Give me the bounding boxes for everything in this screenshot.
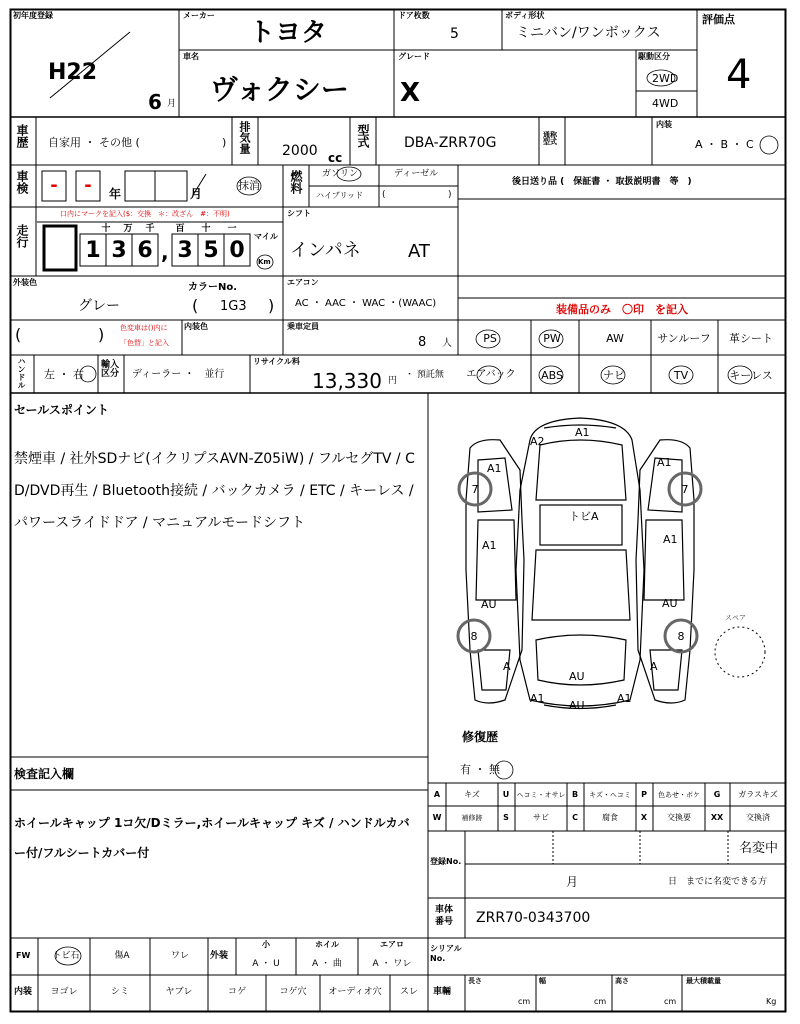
equip-aw: AW xyxy=(606,332,624,345)
interior-audio-ana: オーディオ穴 xyxy=(328,987,382,997)
body-type-label: ボディ形状 xyxy=(505,11,545,20)
displacement-unit: cc xyxy=(328,151,343,165)
legend-code-c: C xyxy=(572,813,578,822)
legend-desc-c: 腐食 xyxy=(602,813,618,822)
legend-desc-w: 補修跡 xyxy=(461,814,483,822)
color-change-note-1: 色変車は()内に xyxy=(120,324,168,332)
wheel-value: A ・ 曲 xyxy=(312,959,342,969)
inspection-expired: 抹消 xyxy=(238,179,260,192)
legend-code-w: W xyxy=(432,813,442,822)
spare-label: スペア xyxy=(725,614,746,622)
tire-front-left: 7 xyxy=(471,483,479,496)
legend-code-x: X xyxy=(640,813,648,822)
interior-koge: コゲ xyxy=(227,987,247,997)
exterior-color-label: 外装色 xyxy=(13,278,37,287)
legend-code-xx: XX xyxy=(710,813,724,822)
wheel-label: ホイル xyxy=(315,940,339,949)
grade-value: X xyxy=(400,78,421,108)
fuel-paren-close: ) xyxy=(448,190,452,200)
displacement-value: 2000 xyxy=(282,143,318,159)
equip-leather: 革シート xyxy=(729,332,773,345)
recycle-deposit: ・ 預託無 xyxy=(405,370,444,380)
small-value: A ・ U xyxy=(252,959,280,969)
model-type-label: 型式 xyxy=(356,124,370,148)
inspection-label: 車検 xyxy=(15,170,29,194)
equip-tv: TV xyxy=(673,369,689,382)
fw-label: FW xyxy=(16,951,31,960)
mark-rear-right-bumper: A1 xyxy=(617,692,632,705)
interior-yabure: ヤブレ xyxy=(165,987,193,997)
drive-label: 駆動区分 xyxy=(638,52,670,61)
legend-desc-u: ヘコミ・オサレ xyxy=(516,791,566,799)
mileage-km: Km xyxy=(258,258,271,266)
mileage-digit-4: 3 xyxy=(177,238,193,263)
fuel-paren-open: ( xyxy=(382,190,386,200)
score-label: 評価点 xyxy=(702,13,735,26)
dimensions-label: 車輛 xyxy=(433,987,452,997)
later-items-label: 後日送り品 ( 保証書 ・ 取扱説明書 等 ) xyxy=(512,177,692,187)
capacity-value: 8 xyxy=(418,335,427,350)
handle-value: 左 ・ 右 xyxy=(44,368,84,381)
mark-front-a2: A2 xyxy=(530,435,545,448)
import-dealer: ディーラー ・ 並行 xyxy=(132,369,225,380)
exterior-label: 外装 xyxy=(210,951,229,961)
common-type-label: 通称型式 xyxy=(543,131,557,146)
dim-length-unit: cm xyxy=(518,997,531,1006)
recycle-unit: 円 xyxy=(388,376,398,386)
drive-option-2wd: 2WD xyxy=(652,72,679,85)
small-label: 小 xyxy=(262,940,270,949)
recycle-value: 13,330 xyxy=(312,369,382,393)
mark-left-door: A1 xyxy=(482,539,497,552)
legend-desc-x: 交換要 xyxy=(667,813,691,822)
mileage-unit-ichi: 一 xyxy=(227,224,237,234)
capacity-label: 乗車定員 xyxy=(287,322,319,331)
aircon-value: AC ・ AAC ・ WAC ・(WAAC) xyxy=(295,298,437,309)
shift-value: インパネ xyxy=(290,240,361,261)
interior-yogore: ヨゴレ xyxy=(50,987,78,997)
interior-koge-ana: コゲ穴 xyxy=(279,987,307,997)
mark-right-slide: AU xyxy=(662,597,678,610)
equip-airbag: エアバック xyxy=(466,369,516,380)
fuel-label: 燃料 xyxy=(289,170,303,194)
doors-value: 5 xyxy=(450,26,459,42)
tire-rear-right: 8 xyxy=(677,630,685,643)
mark-roof-tobi: トビA xyxy=(569,510,599,523)
inspector-notes-label: 検査記入欄 xyxy=(14,767,75,781)
mark-left-front-fender: A1 xyxy=(487,462,502,475)
score-value: 4 xyxy=(726,52,752,98)
inspection-month-unit: 月 xyxy=(190,187,203,201)
drive-option-4wd: 4WD xyxy=(652,97,679,110)
tire-rear-left: 8 xyxy=(470,630,478,643)
capacity-unit: 人 xyxy=(442,338,452,349)
model-name-value: ヴォクシー xyxy=(210,73,349,106)
interior-sure: スレ xyxy=(399,987,419,997)
aero-value: A ・ ワレ xyxy=(372,959,412,969)
interior-grade-label: 内装 xyxy=(656,120,672,129)
chassis-label: 車体番号 xyxy=(435,905,454,927)
equip-pw: PW xyxy=(543,332,561,345)
model-type-value: DBA-ZRR70G xyxy=(404,135,497,151)
history-label: 車歴 xyxy=(15,124,29,148)
serial-label: シリアルNo. xyxy=(430,944,462,964)
chassis-value: ZRR70-0343700 xyxy=(476,910,591,926)
mark-rear-gate: AU xyxy=(569,670,585,683)
mark-left-rear: A xyxy=(503,660,511,673)
mark-rear-left-bumper: A1 xyxy=(530,692,545,705)
registration-year: H22 xyxy=(48,60,98,85)
bottom-kizu-a: 傷A xyxy=(114,951,130,961)
mileage-mile: マイル xyxy=(254,232,278,241)
name-change-day-note: 日 までに名変できる方 xyxy=(668,877,768,887)
equip-abs: ABS xyxy=(541,369,563,382)
mark-right-front-fender: A1 xyxy=(657,456,672,469)
inspection-dash-2: - xyxy=(84,175,92,196)
shift-label: シフト xyxy=(287,209,311,218)
mileage-label: 走行 xyxy=(15,224,29,248)
mileage-unit-man: 万 xyxy=(123,224,133,234)
import-label: 輸入区分 xyxy=(101,360,120,379)
dim-width-label: 幅 xyxy=(539,977,546,985)
mileage-unit-hyaku: 百 xyxy=(175,224,185,234)
legend-desc-p: 色あせ・ボケ xyxy=(658,791,700,799)
equip-sunroof: サンルーフ xyxy=(657,332,711,345)
model-name-label: 車名 xyxy=(183,52,199,61)
color-no-paren-close: ) xyxy=(268,296,275,315)
body-type-value: ミニバン/ワンボックス xyxy=(516,25,661,41)
legend-desc-s: サビ xyxy=(533,813,549,822)
displacement-label: 排気量 xyxy=(238,121,251,154)
legend-code-p: P xyxy=(641,790,647,799)
inspection-year-unit: 年 xyxy=(109,187,122,201)
mark-front-bumper-a1: A1 xyxy=(575,426,590,439)
legend-code-a: A xyxy=(433,790,441,799)
mark-rear-bumper: AU xyxy=(569,699,585,712)
mileage-comma: , xyxy=(161,240,169,264)
repair-label: 修復歴 xyxy=(462,730,499,744)
color-change-paren-open: ( xyxy=(15,325,22,344)
registration-label: 初年度登録 xyxy=(13,11,53,20)
color-no-label: カラーNo. xyxy=(188,282,238,293)
legend-code-g: G xyxy=(713,790,721,799)
interior-color-label: 内装色 xyxy=(184,322,208,331)
dim-load-label: 最大積載量 xyxy=(686,977,721,985)
dim-height-label: 高さ xyxy=(615,977,629,985)
spare-tire xyxy=(715,627,765,677)
mileage-unit-jyu-man: 十 xyxy=(101,224,111,234)
sales-points-label: セールスポイント xyxy=(14,403,109,417)
equip-keyless: キーレス xyxy=(729,369,773,382)
mark-left-slide: AU xyxy=(481,598,497,611)
legend-code-b: B xyxy=(571,790,579,799)
color-no-value: 1G3 xyxy=(220,299,247,314)
mileage-digit-5: 5 xyxy=(203,238,219,263)
mileage-digit-6: 0 xyxy=(229,238,245,263)
equipment-header: 装備品のみ 〇印 を記入 xyxy=(556,303,688,316)
fuel-gasoline: ガソリン xyxy=(322,169,359,179)
registration-month-unit: 月 xyxy=(167,99,177,109)
name-change-label: 名変中 xyxy=(739,841,779,856)
grade-label: グレード xyxy=(398,52,430,61)
recycle-label: リサイクル料 xyxy=(253,357,300,366)
equip-ps: PS xyxy=(483,332,497,345)
interior-grade-value: A ・ B ・ C xyxy=(695,138,754,151)
legend-desc-xx: 交換済 xyxy=(746,813,770,822)
mileage-unit-jyu: 十 xyxy=(201,224,211,234)
legend-desc-b: キズ・ヘコミ xyxy=(589,791,631,799)
fuel-diesel: ディーゼル xyxy=(394,169,439,179)
doors-label: ドア枚数 xyxy=(398,11,430,20)
repair-value: 有 ・ 無 xyxy=(460,763,500,776)
mileage-digit-2: 3 xyxy=(111,238,127,263)
maker-value: トヨタ xyxy=(248,18,328,48)
color-no-paren-open: ( xyxy=(192,296,199,315)
mileage-digit-3: 6 xyxy=(137,238,153,263)
mark-right-door: A1 xyxy=(663,533,678,546)
legend-desc-a: キズ xyxy=(464,790,480,799)
legend-code-s: S xyxy=(503,813,509,822)
aircon-label: エアコン xyxy=(287,278,319,287)
history-close: ) xyxy=(222,136,227,149)
color-change-paren-close: ) xyxy=(98,325,105,344)
bottom-tobi-ishi: トビ石 xyxy=(52,951,80,961)
mileage-unit-sen: 千 xyxy=(145,224,155,234)
legend-desc-g: ガラスキズ xyxy=(738,790,778,799)
history-value: 自家用 ・ その他 ( xyxy=(48,136,140,149)
interior-bottom-label: 内装 xyxy=(14,987,33,997)
dim-length-label: 長さ xyxy=(468,977,482,985)
registration-no-label: 登録No. xyxy=(430,857,462,866)
aero-label: エアロ xyxy=(380,940,404,949)
color-change-note-2: 「色替」と記入 xyxy=(120,339,169,347)
exterior-color-value: グレー xyxy=(78,298,120,314)
dim-height-unit: cm xyxy=(664,997,677,1006)
interior-shimi: シミ xyxy=(110,987,130,997)
shift-type: AT xyxy=(408,241,430,262)
inspector-notes-text: ホイールキャップ 1コ欠/Dミラー,ホイールキャップ キズ / ハンドルカバー付/フルシートカバー付 xyxy=(14,816,410,860)
inspection-dash-1: - xyxy=(50,175,58,196)
mark-right-rear: A xyxy=(650,660,658,673)
name-change-month: 月 xyxy=(566,875,579,889)
legend-code-u: U xyxy=(502,790,510,799)
tire-front-right: 7 xyxy=(681,483,689,496)
bottom-ware: ワレ xyxy=(170,951,190,961)
equip-navi: ナビ xyxy=(603,369,625,382)
sales-points-text: 禁煙車 / 社外SDナビ(イクリプスAVN-Z05iW) / フルセグTV / CD/DVD再生 / Bluetooth接続 / バックカメラ / ETC / キーレス / パワースライドドア / マニュアルモードシフト xyxy=(14,451,415,531)
mileage-digit-1: 1 xyxy=(85,238,101,263)
mileage-note: 口内にマークを記入($：交換 ＊：改ざん #：不明) xyxy=(60,210,230,218)
fuel-hybrid: ハイブリッド xyxy=(316,191,364,200)
handle-label: ハンドル xyxy=(17,357,26,389)
maker-label: メーカー xyxy=(183,11,215,20)
dim-width-unit: cm xyxy=(594,997,607,1006)
dim-load-unit: Kg xyxy=(766,997,777,1006)
registration-month: 6 xyxy=(148,90,162,114)
